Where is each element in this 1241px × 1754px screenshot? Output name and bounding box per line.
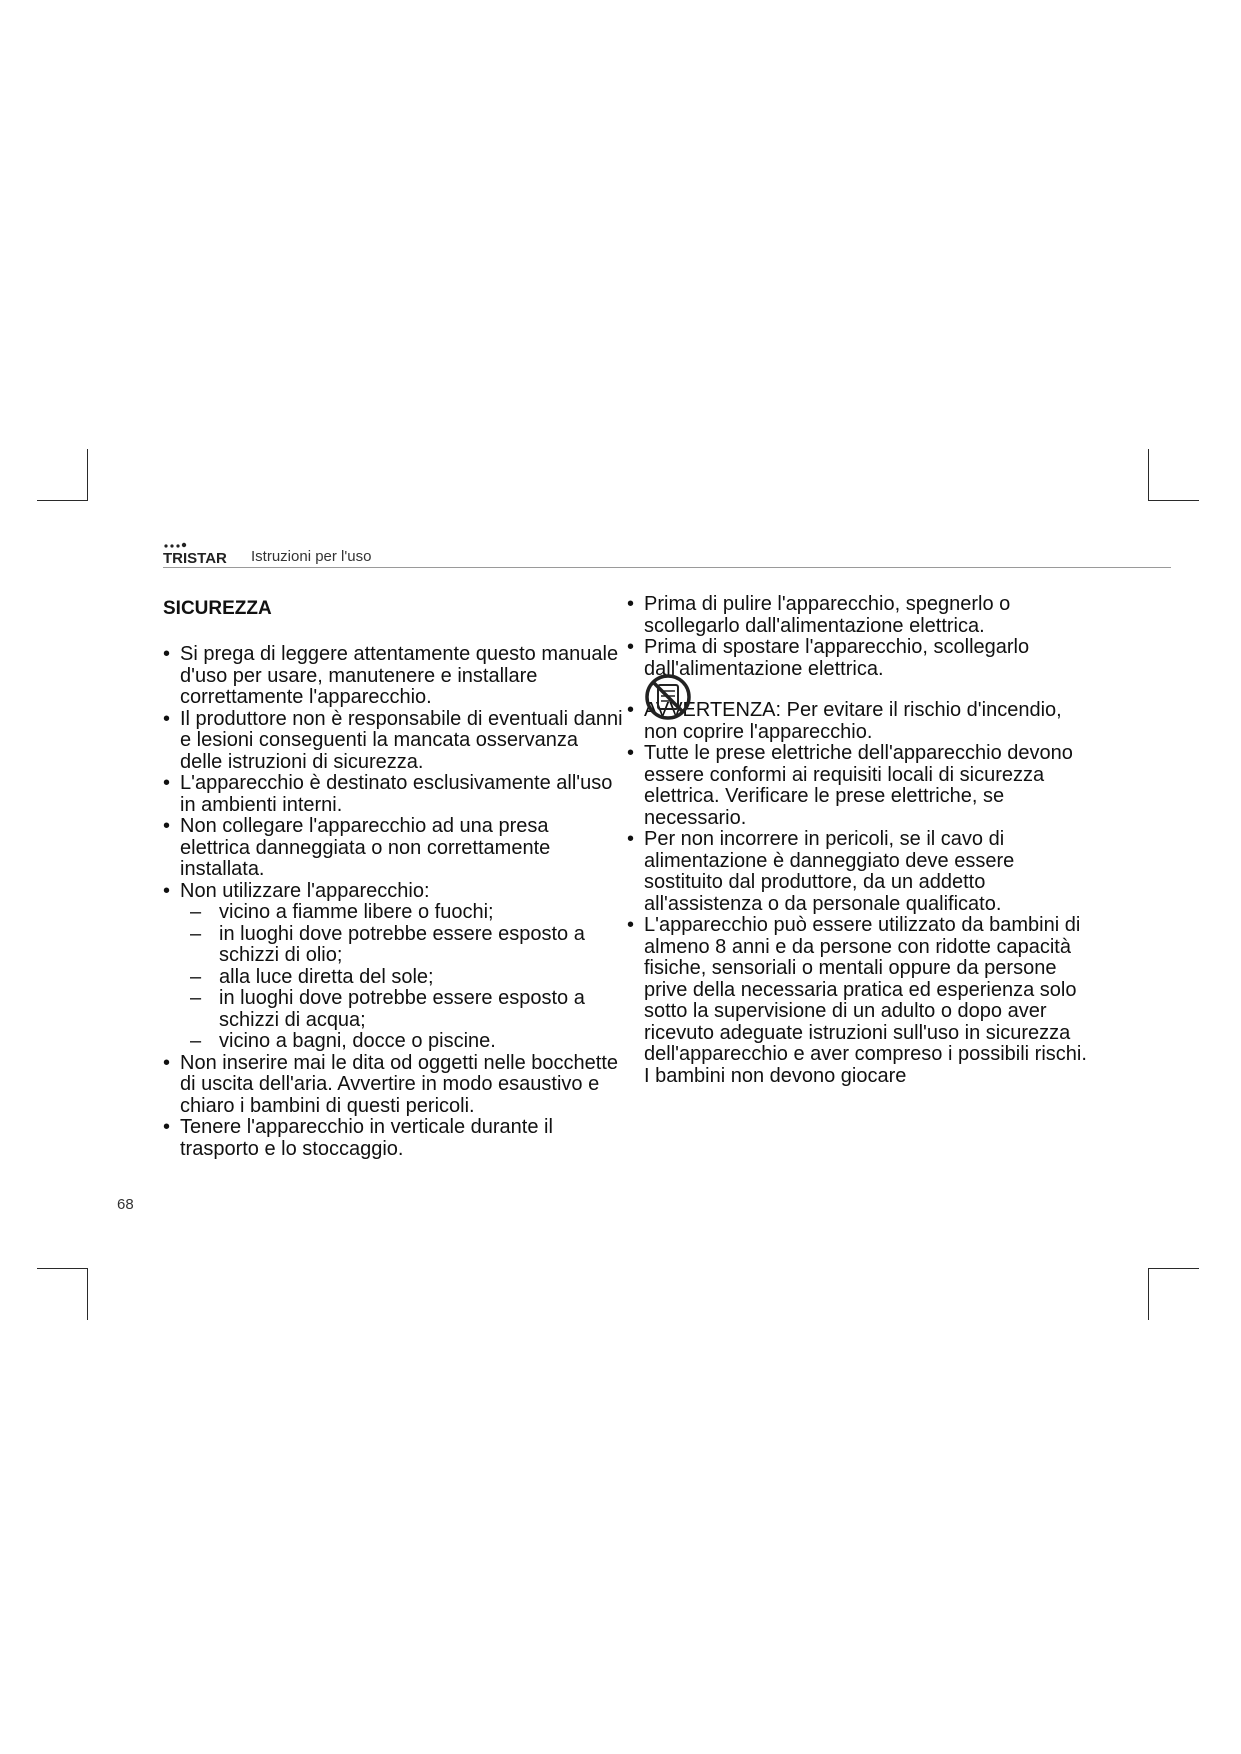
list-item: • Prima di spostare l'apparecchio, scollegarlo dall'alimentazione elettrica. [627, 637, 1087, 680]
logo-text: TRISTAR [163, 550, 227, 567]
header-divider [163, 567, 1171, 568]
list-item [163, 881, 623, 1053]
warning-text: AVVERTENZA: Per evitare il rischio d'incendio, non coprire l'apparecchio. [644, 699, 1062, 743]
page-number: 68 [117, 1196, 134, 1213]
page-header-title: Istruzioni per l'uso [251, 548, 372, 565]
list-item: • L'apparecchio è destinato esclusivamente all'uso in ambienti interni. [163, 773, 623, 816]
warning-list-item [627, 700, 1087, 743]
list-item: • Tutte le prese elettriche dell'apparecchio devono essere conformi ai requisiti locali di sicurezza elettrica. Verificare le prese elettriche, se necessario. [627, 743, 1087, 829]
list-item: • Prima di pulire l'apparecchio, spegnerlo o scollegarlo dall'alimentazione elettrica. [627, 594, 1087, 637]
section-title: SICUREZZA [163, 598, 272, 619]
sub-list-item: – vicino a bagni, docce o piscine. [190, 1031, 623, 1053]
list-item: • Tenere l'apparecchio in verticale durante il trasporto e lo stoccaggio. [163, 1117, 623, 1160]
list-item: • Non inserire mai le dita od oggetti nelle bocchette di uscita dell'aria. Avvertire in modo esaustivo e chiaro i bambini di questi pericoli. [163, 1053, 623, 1118]
list-item-text: Non utilizzare l'apparecchio: [180, 879, 430, 902]
list-item: • Il produttore non è responsabile di eventuali danni e lesioni conseguenti la mancata osservanza delle istruzioni di sicurezza. [163, 709, 623, 774]
list-item: • L'apparecchio può essere utilizzato da bambini di almeno 8 anni e da persone con ridotte capacità fisiche, sensoriali o mentali oppure da persone prive della necessaria pratica ed esperienza solo sotto la supervisione di un adulto o dopo aver ricevuto adeguate istruzioni sull'uso in sicurezza dell'apparecchio e aver compreso i possibili rischi. I bambini non devono giocare [627, 915, 1087, 1087]
sub-list-item: – alla luce diretta del sole; [190, 967, 623, 989]
list-item: • Per non incorrere in pericoli, se il cavo di alimentazione è danneggiato deve essere sostituito dal produttore, da un addetto all'assistenza o da personale qualificato. [627, 829, 1087, 915]
sub-list-item: – vicino a fiamme libere o fuochi; [190, 902, 623, 924]
list-item: • Non collegare l'apparecchio ad una presa elettrica danneggiata o non correttamente installata. [163, 816, 623, 881]
page-header [163, 540, 563, 568]
right-column [627, 594, 1087, 1087]
sub-list-item: – in luoghi dove potrebbe essere esposto a schizzi di olio; [190, 924, 623, 967]
list-item: • Si prega di leggere attentamente questo manuale d'uso per usare, manutenere e installare correttamente l'apparecchio. [163, 644, 623, 709]
safety-list-left [163, 644, 623, 1160]
sub-list [190, 902, 623, 1053]
safety-list-right [627, 594, 1087, 1087]
sub-list-item: – in luoghi dove potrebbe essere esposto a schizzi di acqua; [190, 988, 623, 1031]
left-column [163, 598, 623, 1160]
tristar-logo [163, 540, 243, 568]
do-not-cover-icon [643, 672, 693, 722]
